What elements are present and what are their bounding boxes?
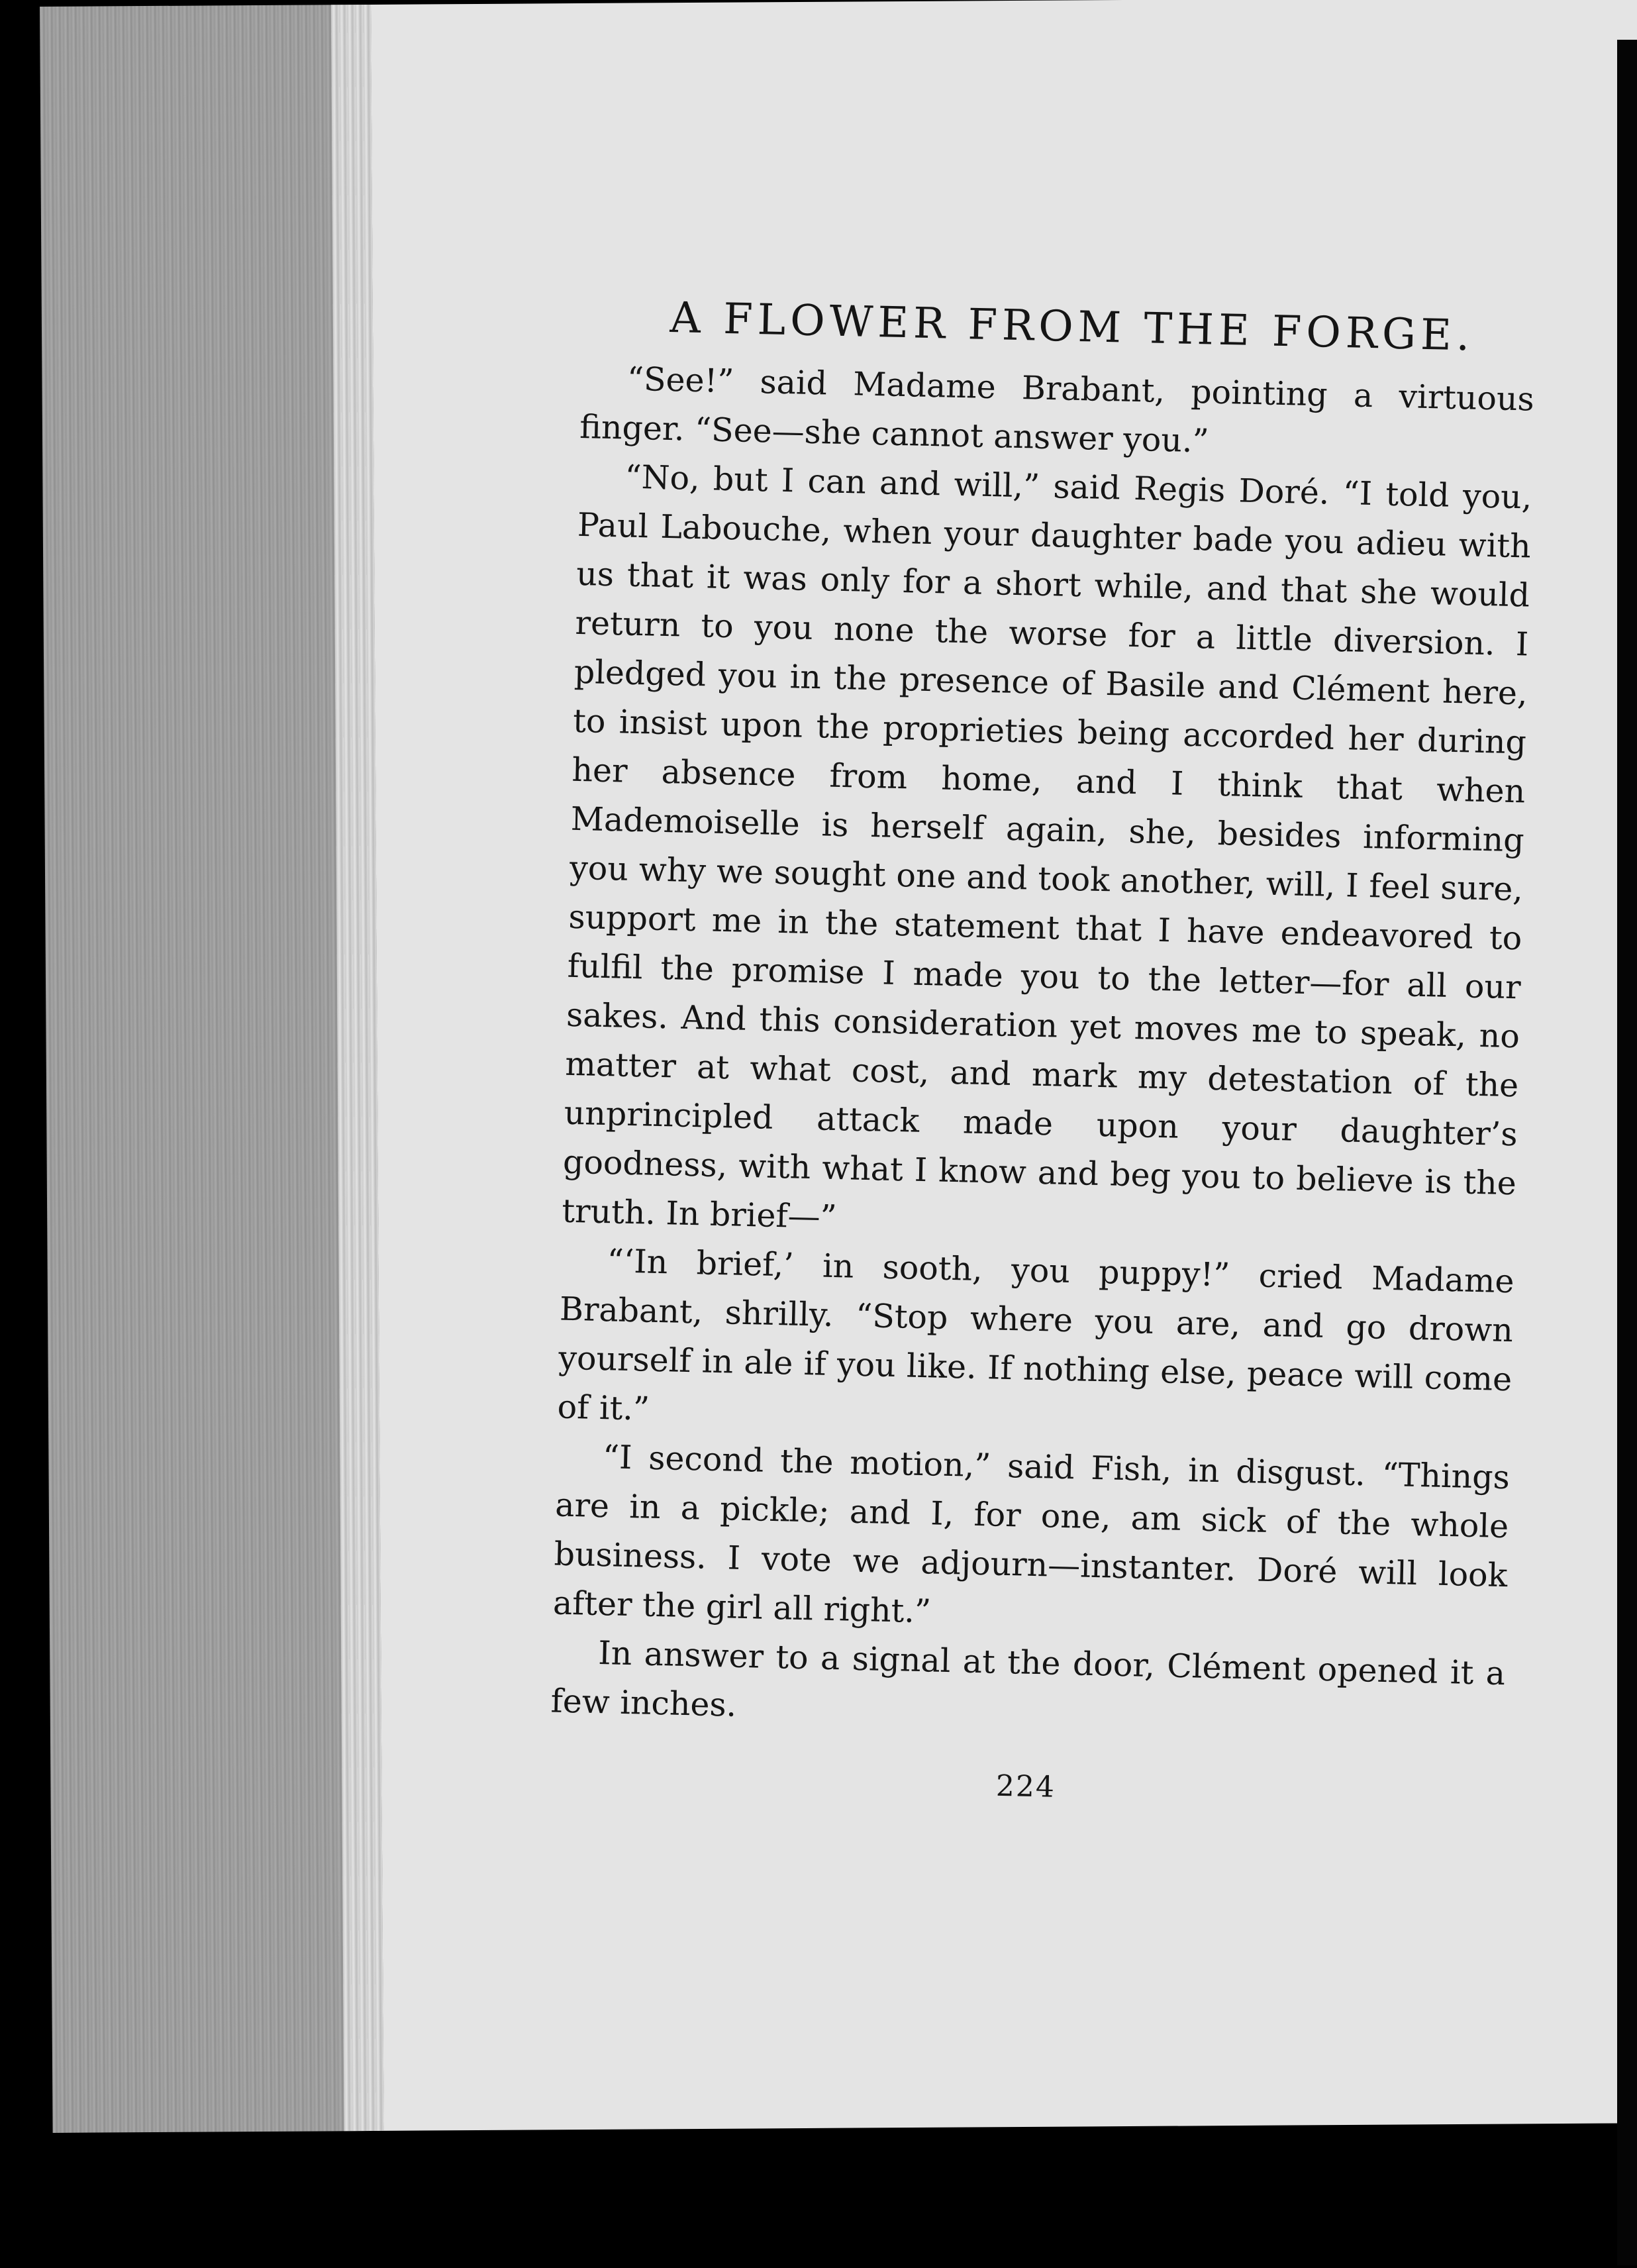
paragraph: “I second the motion,” said Fish, in disgust. “Things are in a pickle; and I, for one, am sick of the whole business. I vote we adjourn—instanter. Doré will look after the girl all right.” [552, 1438, 1511, 1631]
scan-border [1617, 40, 1637, 2265]
paragraph: In answer to a signal at the door, Clément opened it a few inches. [550, 1634, 1506, 1724]
page-text-block [549, 291, 1536, 1814]
running-header: A FLOWER FROM THE FORGE. [669, 293, 1475, 361]
page-number: 224 [995, 1769, 1056, 1804]
paragraph: “‘In brief,’ in sooth, you puppy!” cried Madame Brabant, shrilly. “Stop where you are, and go drown yourself in ale if you like. If nothing else, peace will come of it.” [557, 1242, 1515, 1428]
paragraph: “No, but I can and will,” said Regis Doré. “I told you, Paul Labouche, when your daughter bade you adieu with us that it was only for a short while, and that she would return to you none the worse for a little diversion. I pledged you in the presence of Basile and Clément here, to insist upon the proprieties being accorded her during her absence from home, and I think that when Mademoiselle is herself again, she, besides informing you why we sought one and took another, will, I feel sure, support me in the statement that I have endeavored to fulfil the promise I made you to the letter—for all our sakes. And this consideration yet moves me to speak, no matter at what cost, and mark my detestation of the unprincipled attack made upon your daughter’s goodness, with what I know and beg you to believe is the truth. In brief—” [561, 458, 1532, 1237]
page-edges [40, 5, 384, 2133]
paragraph: “See!” said Madame Brabant, pointing a virtuous finger. “See—she cannot answer you.” [579, 360, 1535, 460]
